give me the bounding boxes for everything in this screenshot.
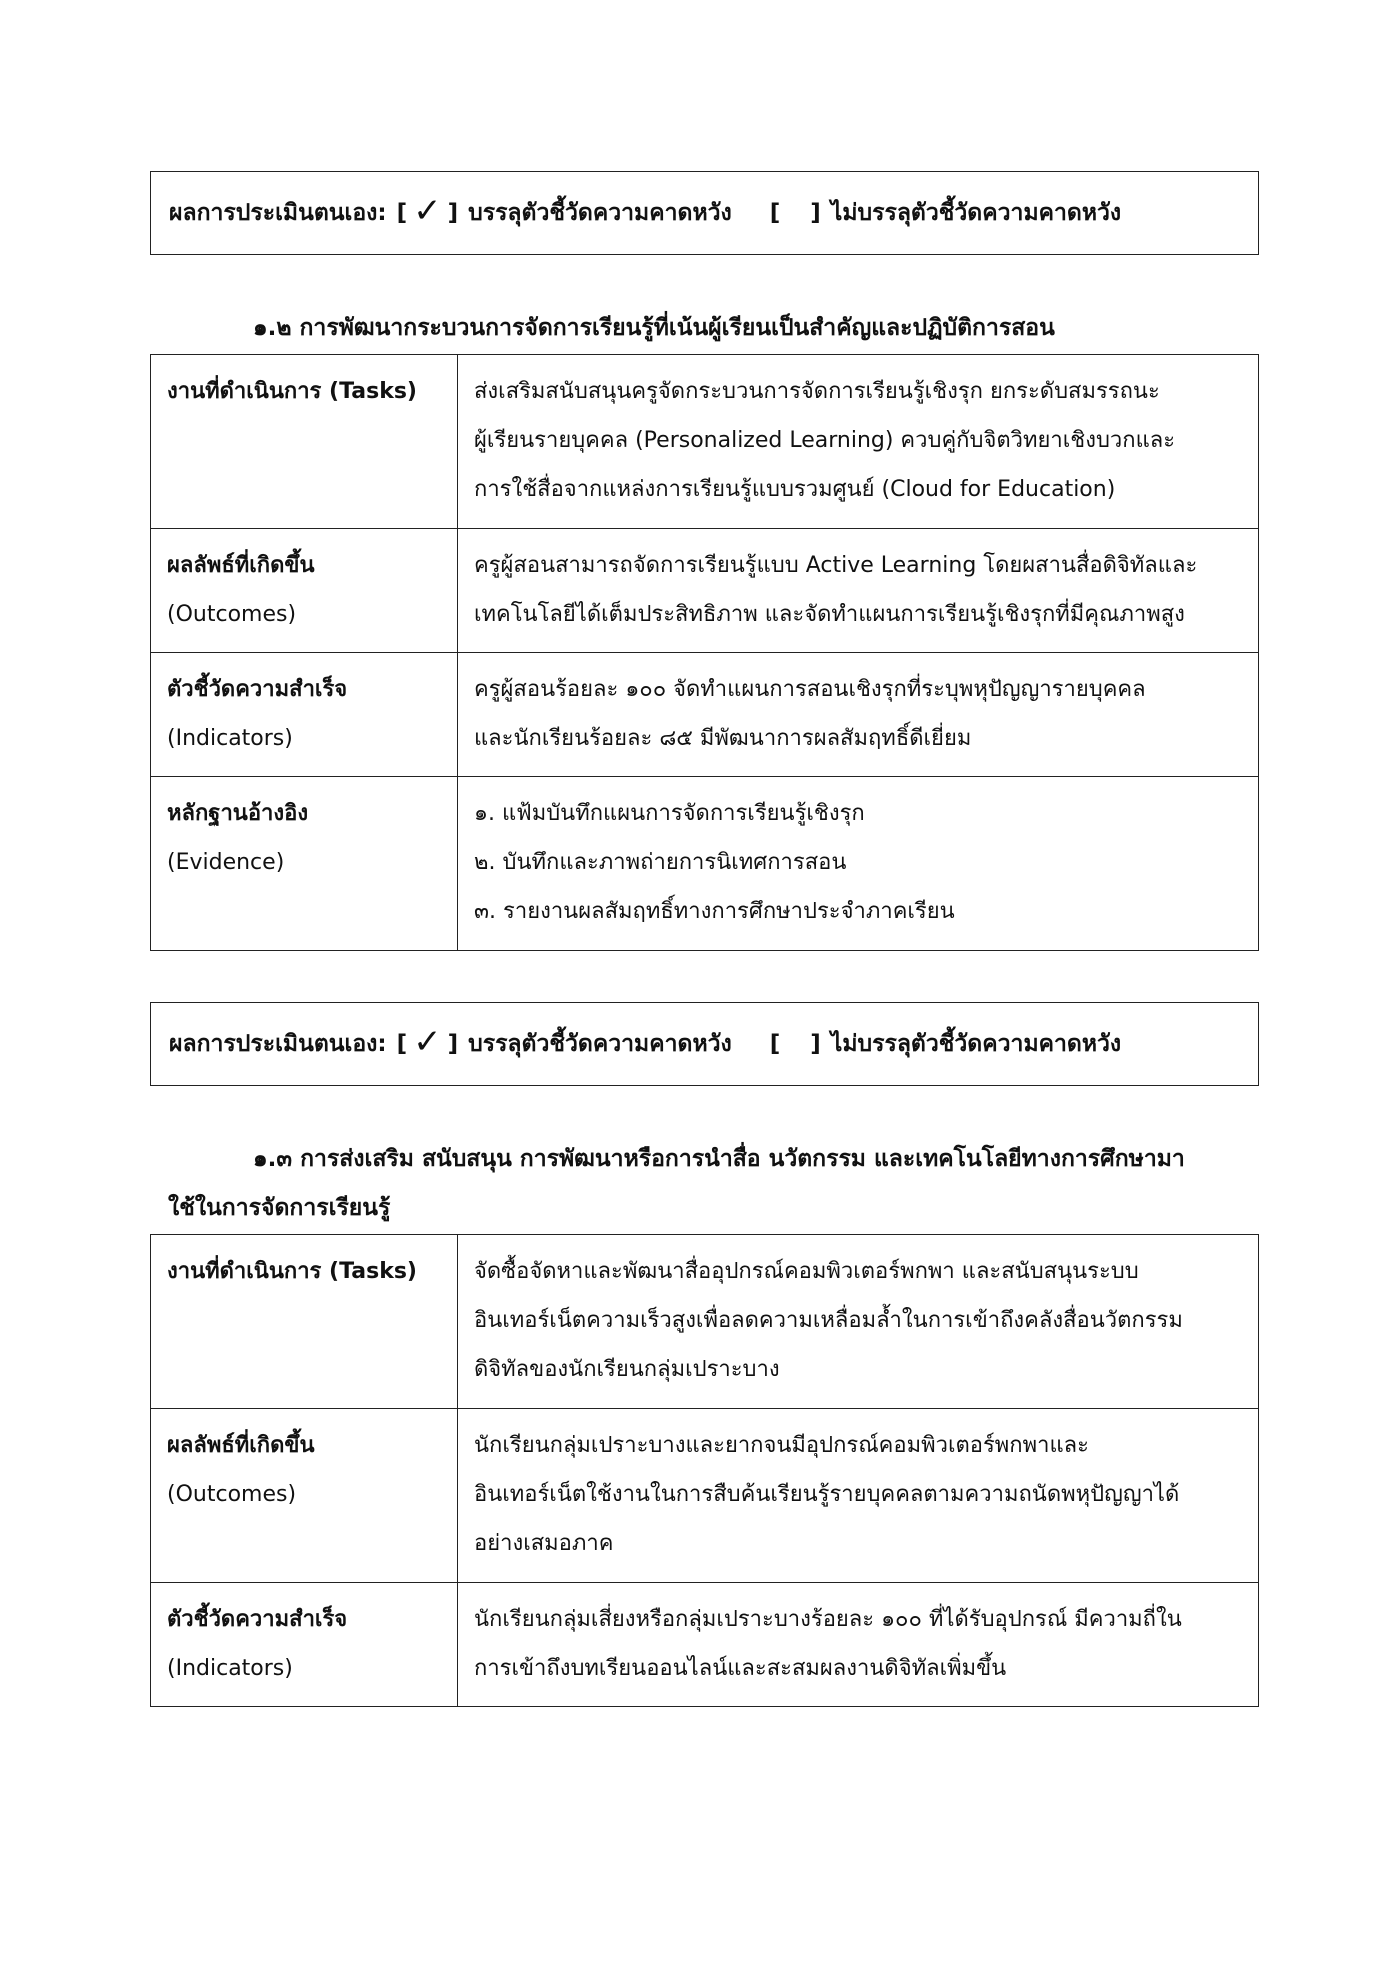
row-value: นักเรียนกลุ่มเปราะบางและยากจนมีอุปกรณ์คอมพิวเตอร์พกพาและ อินเทอร์เน็ตใช้งานในการสืบค้นเรียนรู้รายบุคคลตามความถนัดพหุปัญญาได้ อย่างเสมอภาค (458, 1409, 1259, 1583)
row-label: ผลลัพธ์ที่เกิดขึ้น (Outcomes) (151, 1409, 458, 1583)
table-row (151, 777, 1259, 951)
section-1-3-heading-continued: ใช้ในการจัดการเรียนรู้ (168, 1195, 391, 1221)
row-value: ครูผู้สอนสามารถจัดการเรียนรู้แบบ Active Learning โดยผสานสื่อดิจิทัลและ เทคโนโลยีได้เต็มประสิทธิภาพ และจัดทำแผนการเรียนรู้เชิงรุกที่มีคุณภาพสูง (458, 529, 1259, 653)
row-value: ครูผู้สอนร้อยละ ๑๐๐ จัดทำแผนการสอนเชิงรุกที่ระบุพหุปัญญารายบุคคล และนักเรียนร้อยละ ๘๕ มีพัฒนาการผลสัมฤทธิ์ดีเยี่ยม (458, 653, 1259, 777)
self-assessment-box (150, 1002, 1259, 1086)
self-assessment-box (150, 171, 1259, 255)
assessment-met-option: บรรลุตัวชี้วัดความคาดหวัง (468, 1031, 732, 1057)
section-1-2-heading: ๑.๒ การพัฒนากระบวนการจัดการเรียนรู้ที่เน้นผู้เรียนเป็นสำคัญและปฏิบัติการสอน (253, 315, 1055, 341)
row-label: ผลลัพธ์ที่เกิดขึ้น (Outcomes) (151, 529, 458, 653)
empty-checkbox-open-bracket: [ (769, 200, 781, 226)
row-label: งานที่ดำเนินการ (Tasks) (151, 355, 458, 529)
section-1-3-heading: ๑.๓ การส่งเสริม สนับสนุน การพัฒนาหรือการนำสื่อ นวัตกรรม และเทคโนโลยีทางการศึกษามา (253, 1146, 1185, 1172)
checkbox-open-bracket: [ (396, 1031, 408, 1057)
assessment-label: ผลการประเมินตนเอง: (169, 1031, 387, 1057)
table-row (151, 1409, 1259, 1583)
row-value: จัดซื้อจัดหาและพัฒนาสื่ออุปกรณ์คอมพิวเตอร์พกพา และสนับสนุนระบบ อินเทอร์เน็ตความเร็วสูงเพื่อลดความเหลื่อมล้ำในการเข้าถึงคลังสื่อนวัตกรรม ดิจิทัลของนักเรียนกลุ่มเปราะบาง (458, 1235, 1259, 1409)
empty-checkbox-open-bracket: [ (769, 1031, 781, 1057)
empty-checkbox-close-bracket: ] (810, 200, 821, 226)
row-label: ตัวชี้วัดความสำเร็จ (Indicators) (151, 1583, 458, 1707)
section-1-2-table (150, 354, 1259, 951)
row-value: ๑. แฟ้มบันทึกแผนการจัดการเรียนรู้เชิงรุก ๒. บันทึกและภาพถ่ายการนิเทศการสอน ๓. รายงานผลสัมฤทธิ์ทางการศึกษาประจำภาคเรียน (458, 777, 1259, 951)
assessment-label: ผลการประเมินตนเอง: (169, 200, 387, 226)
assessment-not-met-option: ไม่บรรลุตัวชี้วัดความคาดหวัง (830, 200, 1122, 226)
table-row (151, 529, 1259, 653)
check-mark-icon: ✓ (413, 191, 442, 231)
checkbox-close-bracket: ] (447, 1031, 459, 1057)
empty-checkbox-close-bracket: ] (810, 1031, 821, 1057)
checkbox-open-bracket: [ (396, 200, 408, 226)
checkbox-close-bracket: ] (447, 200, 459, 226)
table-row (151, 1583, 1259, 1707)
table-row (151, 355, 1259, 529)
row-label: งานที่ดำเนินการ (Tasks) (151, 1235, 458, 1409)
table-row (151, 1235, 1259, 1409)
row-label: ตัวชี้วัดความสำเร็จ (Indicators) (151, 653, 458, 777)
section-1-3-table (150, 1234, 1259, 1707)
assessment-not-met-option: ไม่บรรลุตัวชี้วัดความคาดหวัง (830, 1031, 1122, 1057)
row-value: ส่งเสริมสนับสนุนครูจัดกระบวนการจัดการเรียนรู้เชิงรุก ยกระดับสมรรถนะ ผู้เรียนรายบุคคล (Personalized Learning) ควบคู่กับจิตวิทยาเชิงบวกและ การใช้สื่อจากแหล่งการเรียนรู้แบบรวมศูนย์ (Cloud for Education) (458, 355, 1259, 529)
row-value: นักเรียนกลุ่มเสี่ยงหรือกลุ่มเปราะบางร้อยละ ๑๐๐ ที่ได้รับอุปกรณ์ มีความถี่ใน การเข้าถึงบทเรียนออนไลน์และสะสมผลงานดิจิทัลเพิ่มขึ้น (458, 1583, 1259, 1707)
table-row (151, 653, 1259, 777)
row-label: หลักฐานอ้างอิง (Evidence) (151, 777, 458, 951)
check-mark-icon: ✓ (413, 1022, 442, 1062)
assessment-met-option: บรรลุตัวชี้วัดความคาดหวัง (468, 200, 732, 226)
